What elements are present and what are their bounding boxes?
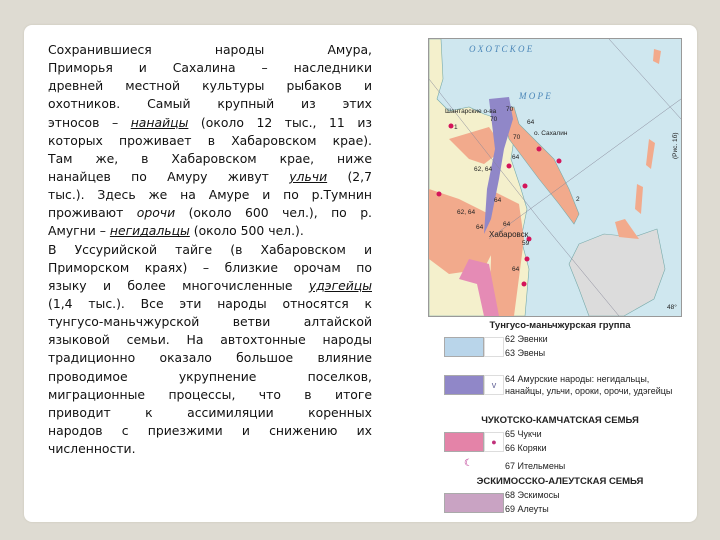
text-line — [48, 59, 372, 77]
text-segment: Приморья и Сахалина – наследники — [48, 60, 372, 76]
map-label: 64 — [494, 197, 502, 204]
text-line — [48, 295, 372, 313]
legend-label: 69 Алеуты — [505, 504, 549, 514]
text-line — [48, 186, 372, 204]
ethnonym: нанайцы — [130, 114, 189, 130]
sakhalin-label: о. Сахалин — [534, 130, 568, 137]
sea-name-mid: М О Р Е — [519, 91, 551, 101]
legend-item-68-69 — [430, 489, 690, 519]
legend-item-65-66 — [430, 428, 690, 458]
text-segment: численности. — [48, 441, 136, 457]
ethnonym: удэгейцы — [308, 277, 372, 293]
swatch-64-symbol: v — [484, 375, 504, 395]
map-label: 64 — [512, 154, 520, 161]
legend-group-tungus: Тунгусо-маньчжурская группа — [489, 320, 631, 331]
text-line — [48, 331, 372, 349]
text-line — [48, 349, 372, 367]
text-segment: миграционные процессы, что в итоге — [48, 386, 372, 402]
ethnonym: орочи — [136, 205, 176, 221]
map-label: 59 — [522, 240, 530, 247]
swatch-68 — [444, 493, 504, 513]
map-label: 62, 64 — [474, 166, 493, 173]
text-line — [48, 222, 372, 240]
legend-label: 63 Эвены — [505, 348, 546, 358]
text-segment: (около 600 чел.), по р. — [175, 205, 373, 221]
figure-ref: (Рис. 1б) — [672, 132, 679, 159]
legend-label: 62 Эвенки — [505, 334, 548, 344]
text-segment: тыс.). Здесь же на Амуре и по р.Тумнин — [48, 187, 372, 203]
text-segment: Приморском краях) – близкие орочам по — [48, 259, 372, 275]
text-segment: приводит к ассимиляции коренных — [48, 404, 372, 420]
text-line — [48, 386, 372, 404]
text-segment: Там же, в Хабаровском крае, ниже — [48, 150, 372, 166]
text-line — [48, 277, 372, 295]
text-segment: языковой семьи. На автохтонные народы — [48, 332, 372, 348]
crescent-icon: ☾ — [464, 458, 473, 469]
text-line — [48, 404, 372, 422]
text-line — [48, 168, 372, 186]
legend-label: 65 Чукчи — [505, 429, 542, 439]
legend-group-chukotko: ЧУКОТСКО-КАМЧАТСКАЯ СЕМЬЯ — [481, 415, 639, 426]
text-segment: (около 12 тыс., 11 из — [188, 114, 372, 130]
swatch-64 — [444, 375, 484, 395]
map-legend — [430, 318, 690, 519]
map-label: 64 — [503, 221, 511, 228]
text-segment: охотников. Самый крупный из этих — [48, 96, 372, 112]
ethnic-map — [428, 38, 682, 317]
swatch-62 — [444, 337, 484, 357]
text-line — [48, 259, 372, 277]
swatch-63 — [484, 337, 504, 357]
text-segment: (около 500 чел.). — [189, 223, 304, 239]
text-line — [48, 114, 372, 132]
text-segment: которых проживает в Хабаровском крае). — [48, 132, 372, 148]
text-line — [48, 132, 372, 150]
text-line — [48, 150, 372, 168]
text-segment: народов с приезжими и снижению их — [48, 422, 372, 438]
islands-label: Шантарские о-ва — [445, 108, 497, 115]
map-label: 70 — [513, 134, 521, 141]
text-segment: проводимое укрупнение поселков, — [48, 368, 372, 384]
map-label: 70 — [490, 116, 498, 123]
map-label: 2 — [576, 196, 580, 203]
sea-name-top: О Х О Т С К О Е — [469, 44, 533, 54]
map-label: 64 — [476, 224, 484, 231]
text-line — [48, 77, 372, 95]
text-segment: (2,7 — [327, 168, 372, 184]
legend-item-67 — [430, 458, 690, 474]
swatch-66-symbol: ● — [484, 432, 504, 452]
text-line — [48, 440, 372, 458]
legend-label: 66 Коряки — [505, 443, 547, 453]
text-line — [48, 241, 372, 259]
legend-label: 64 Амурские народы: негидальцы, нанайцы, ульчи, ороки, орочи, удэгейцы — [505, 374, 673, 396]
legend-label: 67 Ительмены — [505, 461, 566, 471]
text-segment: В Уссурийской тайге (в Хабаровском и — [48, 241, 372, 257]
legend-item-62-63 — [430, 333, 690, 373]
body-text — [48, 41, 372, 458]
text-line — [48, 368, 372, 386]
text-segment: нанайцев по Амуру живут — [48, 168, 290, 184]
map-label: 62, 64 — [457, 209, 476, 216]
map-label: 1 — [454, 124, 458, 131]
text-line — [48, 422, 372, 440]
text-line — [48, 313, 372, 331]
text-segment: (1,4 тыс.). Все эти народы относятся к — [48, 295, 372, 311]
map-label: 64 — [527, 119, 535, 126]
text-segment: этносов – — [48, 114, 131, 130]
ethnonym: ульчи — [289, 168, 328, 184]
legend-group-eskimo: ЭСКИМОССКО-АЛЕУТСКАЯ СЕМЬЯ — [476, 476, 644, 487]
text-segment: традиционно оказало большое влияние — [48, 350, 372, 366]
map-label: 64 — [512, 266, 520, 273]
text-segment: проживают — [48, 205, 137, 221]
text-segment: языку и более многочисленные — [48, 277, 309, 293]
city-khabarovsk: Хабаровск — [489, 230, 529, 239]
latitude-label: 48° — [667, 304, 677, 311]
text-segment: древней местной культуры рыбаков и — [48, 78, 372, 94]
swatch-65 — [444, 432, 484, 452]
map-label: 70 — [506, 106, 514, 113]
text-segment: тунгусо-маньчжурской ветви алтайской — [48, 314, 372, 330]
text-segment: Сохранившиеся народы Амура, — [48, 42, 372, 57]
text-line — [48, 95, 372, 113]
text-line — [48, 204, 372, 222]
legend-label: 68 Эскимосы — [505, 490, 560, 500]
ethnonym: негидальцы — [109, 223, 190, 239]
text-line — [48, 41, 372, 59]
legend-item-64 — [430, 373, 690, 413]
text-segment: Амугни – — [48, 223, 110, 239]
